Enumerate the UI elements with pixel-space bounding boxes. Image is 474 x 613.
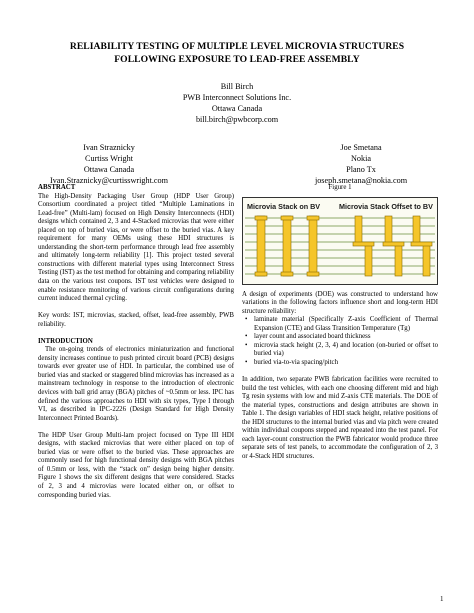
author-right-org: Nokia xyxy=(350,154,371,163)
author-left-name: Ivan Straznicky xyxy=(83,143,135,152)
introduction-heading: INTRODUCTION xyxy=(38,337,93,345)
figure-caption: Figure 1 xyxy=(328,184,352,191)
microvia-diagram-svg xyxy=(243,198,437,284)
author-main-name: Bill Birch xyxy=(220,82,254,91)
author-left-block xyxy=(30,142,188,186)
buried-via-3 xyxy=(309,216,317,276)
buried-via-1 xyxy=(257,216,265,276)
doe-factor-list xyxy=(242,316,438,367)
title-line-2: FOLLOWING EXPOSURE TO LEAD-FREE ASSEMBLY xyxy=(114,53,360,65)
doe-factor-item: • layer count and associated board thickness xyxy=(254,333,438,342)
doe-intro-text: A design of experiments (DOE) was constructed to understand how variations in the following factors influence short and long-term HDI structure reliability: xyxy=(242,290,438,315)
author-right-location: Plano Tx xyxy=(346,165,376,174)
author-main-location: Ottawa Canada xyxy=(211,104,263,113)
author-main-email: bill.birch@pwbcorp.com xyxy=(195,115,279,124)
author-main-block xyxy=(110,81,364,125)
page-number: 1 xyxy=(440,595,444,603)
doe-factor-item: • buried via-to-via spacing/pitch xyxy=(254,359,438,368)
offset-stack-3-top xyxy=(413,216,420,244)
introduction-paragraph-2: The HDP User Group Multi-lam project focused on Type III HDI designs, with stacked microvias that were either placed on top of buried vias or were offset to the buried vias. These approaches are commonly used for high functional density designs with BGA pitches of 0.5mm or less, with the “stack on” design being higher density. Figure 1 shows the six different designs that were considered. Stacks of 2, 3 and 4 microvias were located either on, or offset to corresponding buried vias. xyxy=(38,431,234,499)
author-left-email: Ivan.Straznicky@curtisswright.com xyxy=(49,176,169,185)
figure-1-microvia-diagram xyxy=(242,197,438,285)
abstract-text: The High-Density Packaging User Group (HDP User Group) Consortium coordinated a project titled “Multiple Laminations in Lead-free” (Multi-lam) focused on High Density Interconnects (HDI) designs which contained 2, 3 and 4-Stacked microvias that were either placed on top of buried vias, or were offset to the buried vias. A key requirement for many OEMs using these HDI structures is understanding the short-term performance through lead free assembly and ultimately long-term reliability [1]. This project tested several constructions with different material types using Interconnect Stress Testing (IST) as the test method for obtaining and comparing reliability data on the various test coupons. IST test vehicles were designed to enable resistance monitoring of various circuit configurations during current induced thermal cycling. xyxy=(38,192,234,303)
abstract-heading: ABSTRACT xyxy=(38,184,76,191)
author-right-block xyxy=(276,142,446,186)
title-line-1: RELIABILITY TESTING OF MULTIPLE LEVEL MICROVIA STRUCTURES xyxy=(69,41,405,52)
author-main-org: PWB Interconnect Solutions Inc. xyxy=(182,93,292,102)
left-column xyxy=(38,184,234,500)
offset-stack-1-top xyxy=(355,216,362,244)
offset-stack-2-bottom xyxy=(395,244,402,276)
figure-label-right: Microvia Stack Offset to BV xyxy=(339,201,433,211)
introduction-paragraph-1: The on-going trends of electronics miniaturization and functional density increases continue to push printed circuit board (PCB) designs towards ever greater use of HDI. In particular, the combined use of buried vias and stacked or staggered blind microvias has increased as a mainstream technology in response to the introduction of electronic devices with ball grid array (BGA) pitches of ~0.5mm or less. IPC has defined the various approaches to HDI with six types, Type I through VI, as described in IPC-2226 (Design Standard for High Density Interconnect Printed Boards). xyxy=(38,346,234,422)
keywords-text: Key words: IST, microvias, stacked, offset, lead-free assembly, PWB reliability. xyxy=(38,312,234,328)
author-left-org: Curtiss Wright xyxy=(85,154,133,163)
author-left-location: Ottawa Canada xyxy=(83,165,135,174)
fabrication-paragraph: In addition, two separate PWB fabrication facilities were recruited to build the test vehicles, with each one choosing different mid and high Tg resin systems with low and mid Z-axis CTE materials. The DOE of the material types, constructions and design attributes are shown in Table 1. The design variables of HDI stack height, relative positions of the HDI structures to the internal buried vias and via pitch were created within individual coupons stepped and repeated into the test panel. For each layer-count construction the PWB fabricator would produce three separate sets of test panels, to accommodate the configuration of 2, 3 or 4-Stack HDI structures. xyxy=(242,375,438,460)
offset-stack-3-bottom xyxy=(423,244,430,276)
layer-lines xyxy=(245,218,435,274)
offset-stack-1-bottom xyxy=(365,244,372,276)
doe-factor-item: • microvia stack height (2, 3, 4) and location (on-buried or offset to buried via) xyxy=(254,342,438,359)
buried-via-2 xyxy=(283,216,291,276)
stack-offset-group xyxy=(353,216,432,276)
offset-stack-2-top xyxy=(385,216,392,244)
doe-factor-item: • laminate material (Specifically Z-axis Coefficient of Thermal Expansion (CTE) and Glass Transition Temperature (Tg) xyxy=(254,316,438,333)
right-column xyxy=(242,184,438,461)
author-right-name: Joe Smetana xyxy=(340,143,382,152)
stack-on-bv-group xyxy=(255,216,319,276)
author-right-email: joseph.smetana@nokia.com xyxy=(314,176,408,185)
paper-title xyxy=(30,41,444,66)
figure-label-left: Microvia Stack on BV xyxy=(247,201,321,211)
